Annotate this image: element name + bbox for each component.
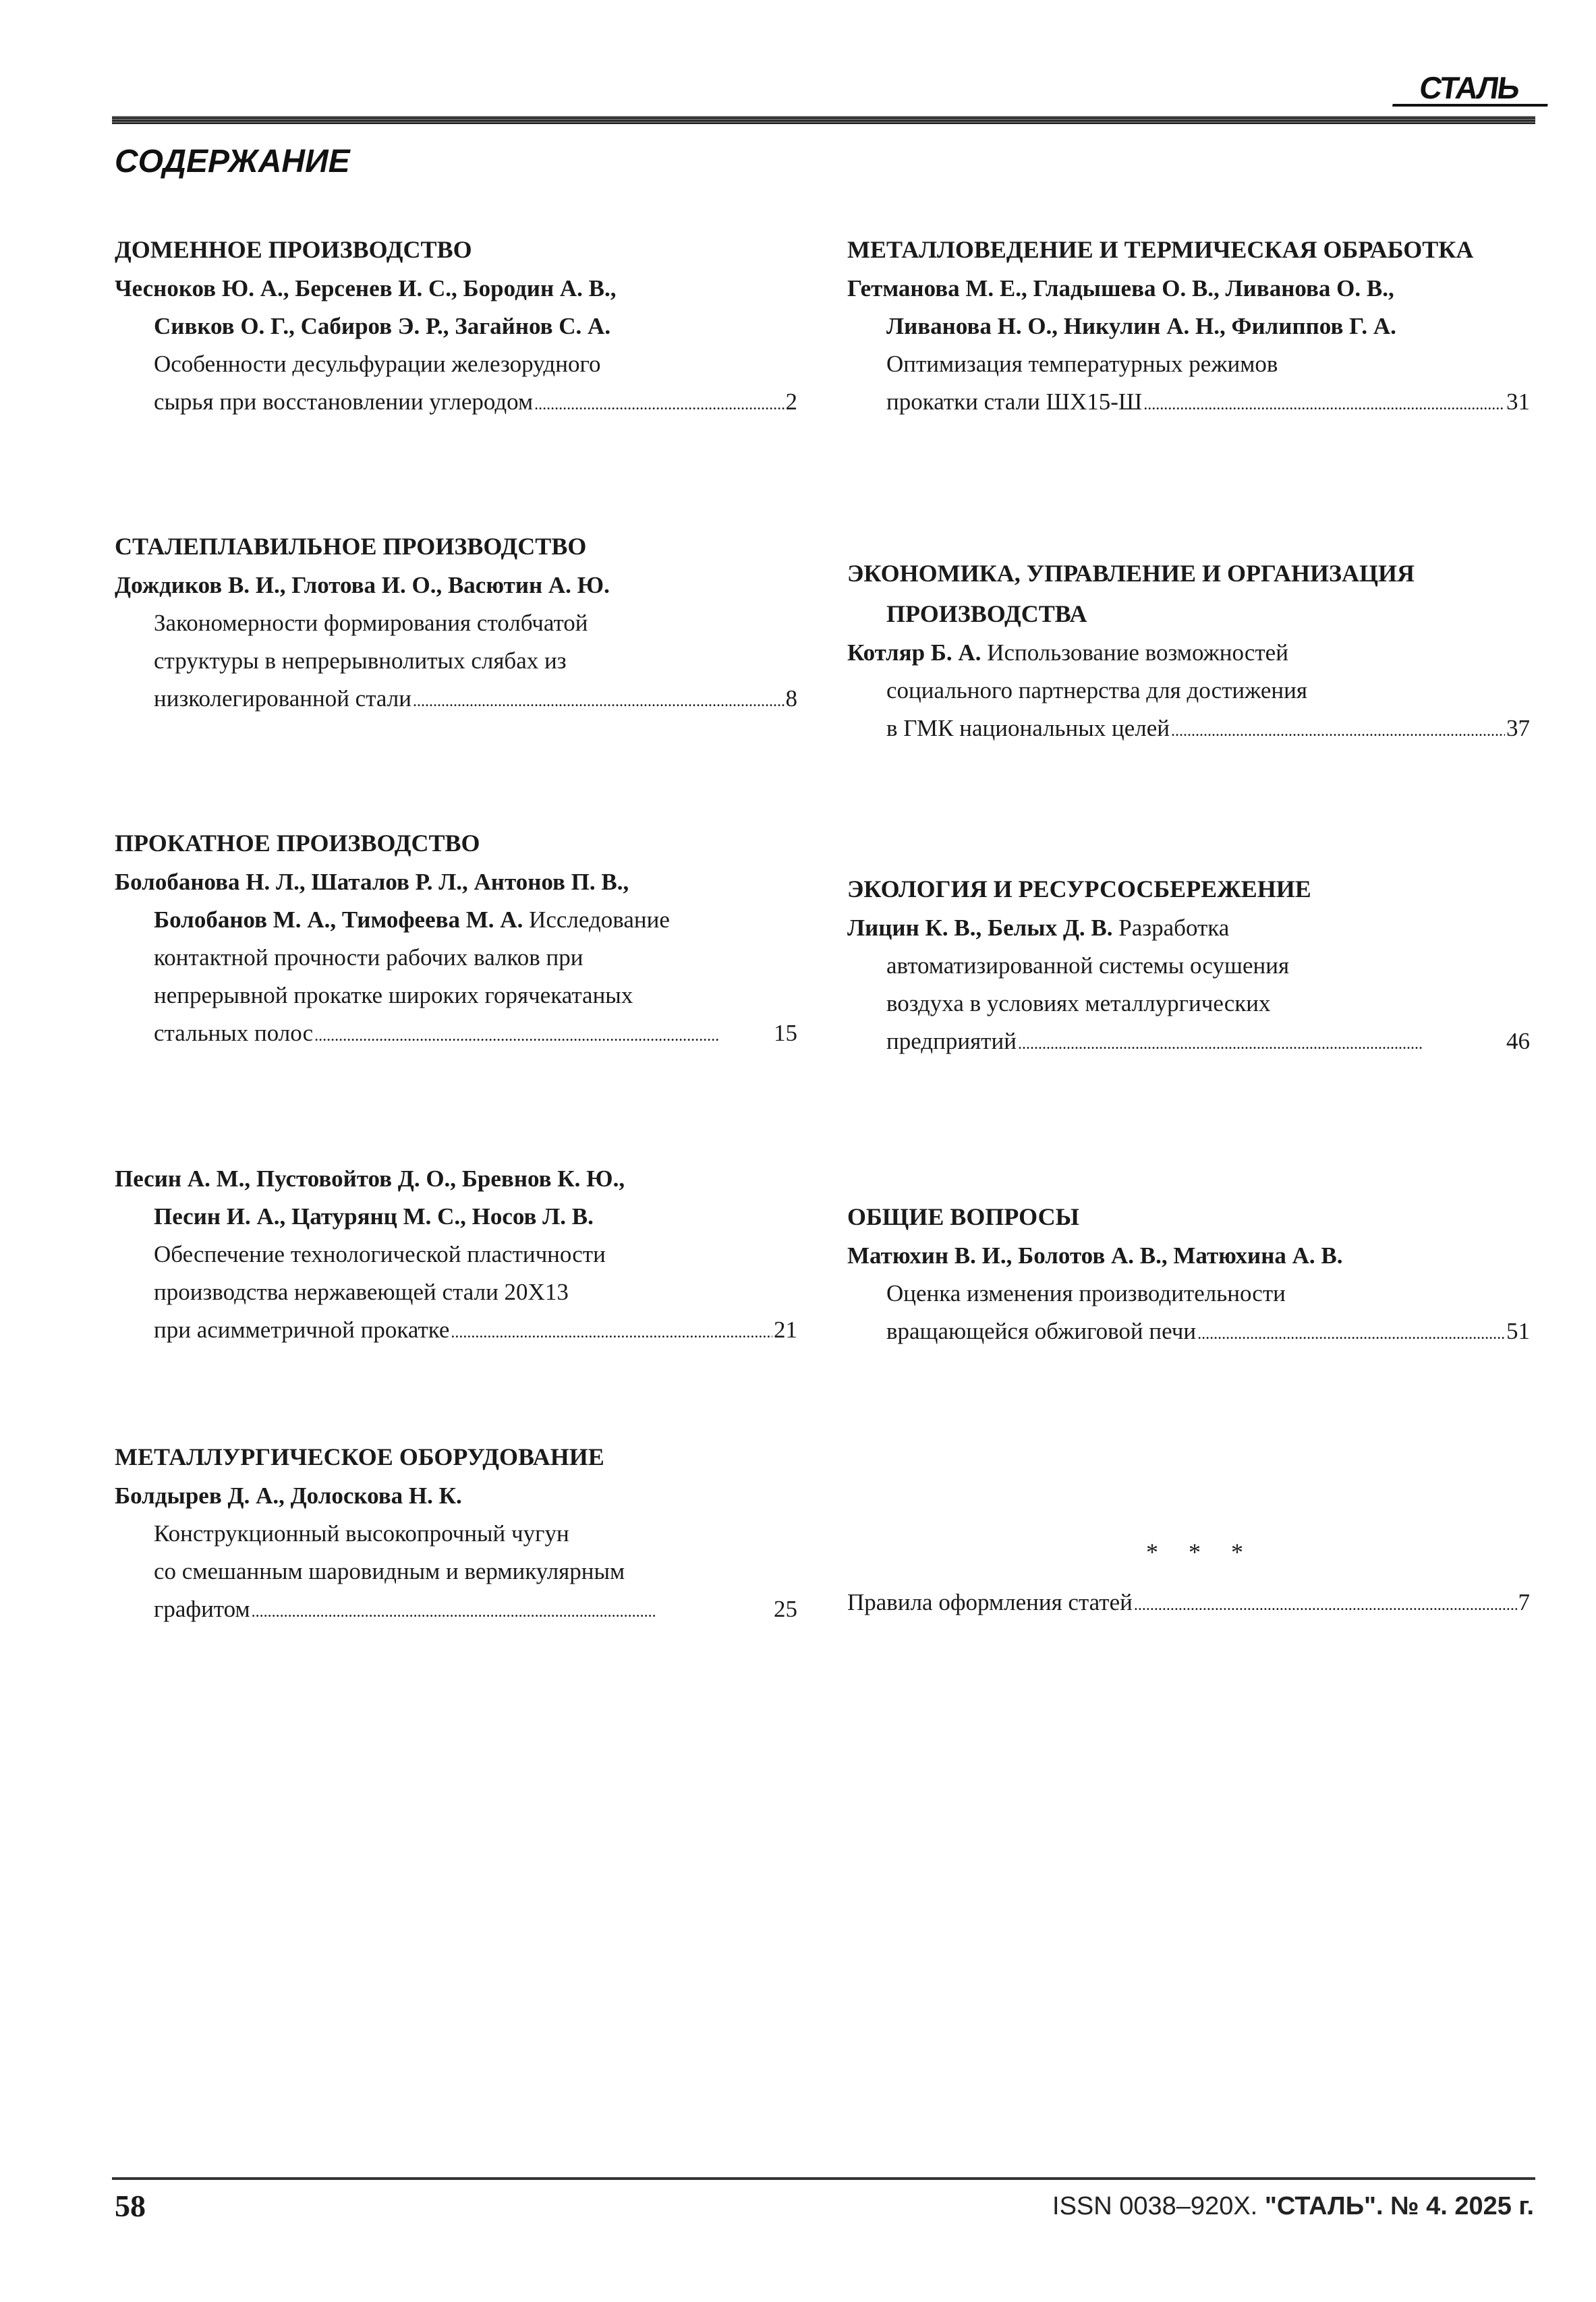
entry-page-number: 25 — [774, 1596, 797, 1622]
section-heading — [847, 1197, 1530, 1237]
entry-title-line: Обеспечение технологической пластичности — [154, 1241, 606, 1267]
entry-title-line: в ГМК национальных целей — [886, 715, 1170, 741]
entry-title-line: контактной прочности рабочих валков при — [154, 944, 583, 971]
author-line: Лицин К. В., Белых Д. В. — [847, 915, 1113, 941]
leader-dots — [1134, 1584, 1517, 1624]
section-heading — [847, 229, 1530, 270]
journal-logo: СТАЛЬ — [1399, 66, 1540, 109]
author-line: Болобанова Н. Л., Шаталов Р. Л., Антонов П. В., — [115, 869, 629, 895]
section-heading-line: МЕТАЛЛУРГИЧЕСКОЕ ОБОРУДОВАНИЕ — [115, 1443, 604, 1470]
entry-page-number: 46 — [1506, 1028, 1530, 1054]
author-line: Чесноков Ю. А., Берсенев И. С., Бородин А. В., — [115, 275, 617, 301]
entry-title-line: со смешанным шаровидным и вермикулярным — [154, 1558, 625, 1584]
section-heading-line: МЕТАЛЛОВЕДЕНИЕ И ТЕРМИЧЕСКАЯ ОБРАБОТКА — [847, 236, 1474, 263]
author-line: Болобанов М. А., Тимофеева М. А. — [154, 907, 523, 933]
leader-dots — [1197, 1313, 1505, 1353]
entry-title-line: воздуха в условиях металлургических — [886, 990, 1271, 1016]
entry-authors — [847, 909, 1530, 947]
toc-entry[interactable] — [115, 1160, 797, 1352]
entry-title-start: Использование возможностей — [987, 639, 1288, 666]
leader-dots — [1018, 1023, 1505, 1063]
leader-dots — [1171, 710, 1505, 750]
author-line: Песин И. А., Цатурянц М. С., Носов Л. В. — [154, 1203, 594, 1230]
rules-label: Правила оформления статей — [847, 1589, 1133, 1615]
leader-dots — [413, 680, 785, 720]
author-line: Песин А. М., Пустовойтов Д. О., Бревнов К. Ю., — [115, 1166, 625, 1192]
entry-title-line: предприятий — [886, 1028, 1017, 1054]
section-heading-line: ЭКОНОМИКА, УПРАВЛЕНИЕ И ОРГАНИЗАЦИЯ — [847, 560, 1415, 587]
section-heading — [115, 1437, 797, 1477]
section-heading — [115, 229, 797, 270]
toc-entry[interactable] — [847, 270, 1530, 424]
toc-entry[interactable] — [847, 634, 1530, 750]
entry-title-line: низколегированной стали — [154, 685, 411, 712]
entry-authors — [115, 863, 797, 939]
entry-authors — [115, 567, 797, 604]
entry-page-number: 2 — [785, 389, 797, 415]
section-heading-line: ОБЩИЕ ВОПРОСЫ — [847, 1203, 1079, 1230]
section-heading — [847, 869, 1530, 909]
leader-dots — [252, 1590, 772, 1631]
header-rule — [112, 116, 1535, 124]
toc-entry[interactable] — [115, 567, 797, 720]
rules-page: 7 — [1518, 1589, 1530, 1615]
toc-section — [115, 526, 797, 720]
entry-page-number: 51 — [1506, 1318, 1530, 1344]
section-heading-line: ПРОИЗВОДСТВА — [886, 600, 1087, 627]
author-line: Котляр Б. А. — [847, 639, 981, 666]
page-number: 58 — [115, 2189, 146, 2223]
entry-title-line: Оценка изменения производительности — [886, 1280, 1286, 1306]
toc-section — [847, 229, 1530, 424]
section-heading-line: СТАЛЕПЛАВИЛЬНОЕ ПРОИЗВОДСТВО — [115, 533, 587, 560]
author-line: Ливанова Н. О., Никулин А. Н., Филиппов Г. А. — [886, 313, 1396, 339]
entry-title-line: автоматизированной системы осушения — [886, 952, 1290, 979]
leader-dots — [534, 383, 784, 424]
entry-page-number: 8 — [785, 685, 797, 712]
page-title: СОДЕРЖАНИЕ — [115, 144, 350, 179]
entry-title-start: Исследование — [529, 907, 670, 933]
toc-section — [115, 1160, 797, 1352]
section-heading-line: ДОМЕННОЕ ПРОИЗВОДСТВО — [115, 236, 472, 263]
author-line: Сивков О. Г., Сабиров Э. Р., Загайнов С. А. — [154, 313, 611, 339]
entry-title-line: при асимметричной прокатке — [154, 1317, 450, 1343]
toc-section — [115, 229, 797, 424]
entry-title-line: сырья при восстановлении углеродом — [154, 389, 534, 415]
toc-entry[interactable] — [115, 1477, 797, 1631]
entry-page-number: 31 — [1506, 389, 1530, 415]
footer-journal: "СТАЛЬ". № 4. 2025 г. — [1264, 2192, 1534, 2220]
entry-title-line: непрерывной прокатке широких горячекатаных — [154, 982, 633, 1008]
toc-entry[interactable] — [115, 863, 797, 1055]
entry-page-number: 15 — [774, 1020, 797, 1046]
author-line: Болдырев Д. А., Долоскова Н. К. — [115, 1483, 462, 1509]
entry-page-number: 37 — [1506, 715, 1530, 741]
footer-issn: ISSN 0038–920X. — [1052, 2192, 1258, 2220]
separator-stars: * * * — [1146, 1538, 1255, 1565]
toc-entry[interactable] — [847, 1237, 1530, 1353]
entry-authors — [847, 270, 1530, 345]
entry-authors — [115, 270, 797, 345]
entry-title-line: производства нержавеющей стали 20Х13 — [154, 1279, 569, 1305]
section-heading — [115, 823, 797, 863]
entry-title-line: графитом — [154, 1596, 250, 1622]
toc-section — [847, 553, 1530, 750]
entry-title-start: Разработка — [1118, 915, 1230, 941]
footer-rule — [112, 2177, 1535, 2180]
footer-citation — [1052, 2192, 1534, 2221]
section-heading-line: ЭКОЛОГИЯ И РЕСУРСОСБЕРЕЖЕНИЕ — [847, 875, 1311, 902]
toc-entry[interactable] — [847, 909, 1530, 1063]
entry-title-line: прокатки стали ШХ15-Ш — [886, 389, 1143, 415]
toc-entry[interactable] — [115, 270, 797, 424]
entry-title-line: вращающейся обжиговой печи — [886, 1318, 1197, 1344]
entry-title-line: социального партнерства для достижения — [886, 677, 1307, 703]
entry-page-number: 21 — [774, 1317, 797, 1343]
author-line: Дождиков В. И., Глотова И. О., Васютин А. Ю. — [115, 572, 610, 598]
entry-authors — [115, 1477, 797, 1515]
entry-authors — [115, 1160, 797, 1236]
leader-dots — [451, 1311, 772, 1352]
entry-authors — [847, 634, 1530, 672]
toc-section — [847, 869, 1530, 1063]
leader-dots — [314, 1014, 772, 1055]
toc-section — [115, 823, 797, 1055]
author-line: Гетманова М. Е., Гладышева О. В., Ливанова О. В., — [847, 275, 1394, 301]
leader-dots — [1143, 383, 1505, 424]
entry-title-line: Конструкционный высокопрочный чугун — [154, 1520, 569, 1547]
entry-title-line: Оптимизация температурных режимов — [886, 351, 1278, 377]
entry-title-line: Особенности десульфурации железорудного — [154, 351, 601, 377]
toc-section — [115, 1437, 797, 1631]
entry-title-line: Закономерности формирования столбчатой — [154, 610, 588, 636]
toc-entry-rules[interactable] — [847, 1584, 1530, 1624]
section-heading — [115, 526, 797, 567]
entry-title-line: структуры в непрерывнолитых слябах из — [154, 648, 567, 674]
section-heading-line: ПРОКАТНОЕ ПРОИЗВОДСТВО — [115, 830, 480, 857]
author-line: Матюхин В. И., Болотов А. В., Матюхина А. В. — [847, 1242, 1343, 1269]
entry-authors — [847, 1237, 1530, 1275]
toc-section — [847, 1197, 1530, 1353]
entry-title-line: стальных полос — [154, 1020, 314, 1046]
section-heading — [847, 553, 1530, 634]
